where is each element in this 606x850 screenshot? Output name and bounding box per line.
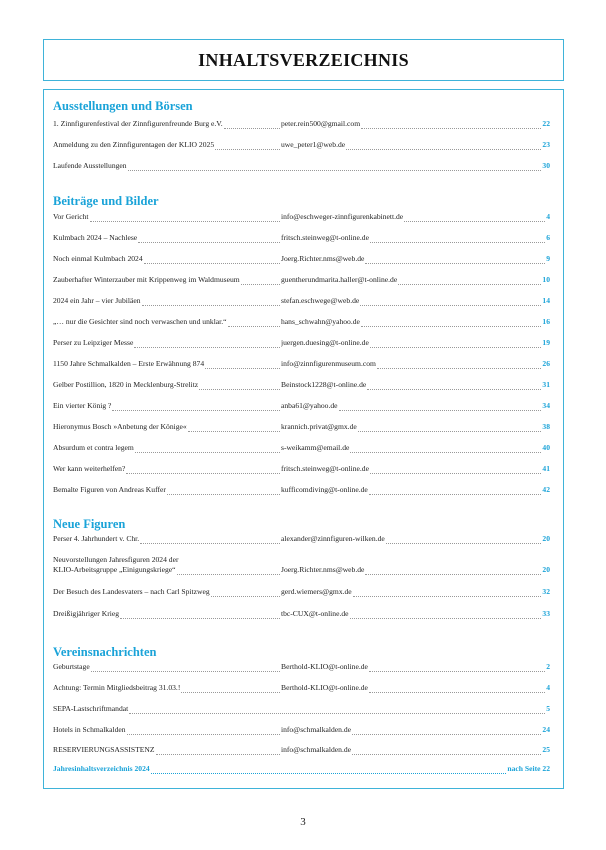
entry-title: Kulmbach 2024 – Nachlese — [53, 233, 138, 242]
entry-contact: info@eschweger-zinnfigurenkabinett.de — [281, 212, 404, 221]
entry-title: Perser 4. Jahrhundert v. Chr. — [53, 534, 140, 543]
entry-contact: Beinstock1228@t-online.de — [281, 380, 367, 389]
entry-title: Geburtstage — [53, 662, 90, 671]
entry-page: 25 — [542, 745, 550, 754]
entry-page: 34 — [542, 401, 550, 410]
entry-contact: Berthold-KLIO@t-online.de — [281, 683, 368, 692]
entry-contact: info@zinnfigurenmuseum.com — [281, 359, 376, 368]
toc-entry[interactable] — [53, 233, 550, 243]
entry-page: 30 — [542, 161, 550, 170]
entry-contact: s-weikamm@email.de — [281, 443, 350, 452]
section-neue-figuren — [53, 517, 550, 618]
entry-title: Ein vierter König ? — [53, 401, 112, 410]
toc-entry[interactable] — [53, 704, 550, 714]
entry-title: Achtung: Termin Mitgliedsbeitrag 31.03.! — [53, 683, 181, 692]
entry-page: 22 — [542, 119, 550, 128]
entry-title: Noch einmal Kulmbach 2024 — [53, 254, 143, 263]
toc-entry[interactable] — [53, 662, 550, 672]
entry-contact: stefan.eschwege@web.de — [281, 296, 360, 305]
entry-page: 10 — [542, 275, 550, 284]
toc-entry[interactable] — [53, 161, 550, 171]
toc-entry[interactable] — [53, 401, 550, 411]
entry-page: 2 — [546, 662, 550, 671]
entry-page: 9 — [546, 254, 550, 263]
toc-entry[interactable] — [53, 485, 550, 495]
entry-title: Anmeldung zu den Zinnfigurentagen der KLIO 2025 — [53, 140, 215, 149]
entry-contact: alexander@zinnfiguren-wilken.de — [281, 534, 385, 543]
entry-page: 5 — [546, 704, 550, 713]
entry-page: 41 — [542, 464, 550, 473]
page-title: INHALTSVERZEICHNIS — [198, 49, 409, 70]
entry-title: Vor Gericht — [53, 212, 89, 221]
title-box — [43, 39, 564, 81]
entry-contact: hans_schwahn@yahoo.de — [281, 317, 360, 326]
entry-title: 2024 ein Jahr – vier Jubiläen — [53, 296, 141, 305]
entry-page: nach Seite 22 — [507, 764, 550, 773]
entry-page: 20 — [542, 565, 550, 574]
entry-title: „… nur die Gesichter sind noch verwaschen und unklar.“ — [53, 317, 227, 326]
toc-entry[interactable] — [53, 275, 550, 285]
entry-page: 32 — [542, 587, 550, 596]
toc-entry[interactable] — [53, 119, 550, 129]
toc-entry[interactable] — [53, 683, 550, 693]
entry-page: 24 — [542, 725, 550, 734]
section-beitraege — [53, 194, 550, 494]
toc-box — [43, 89, 564, 789]
toc-entry[interactable] — [53, 212, 550, 222]
toc-entry[interactable] — [53, 587, 550, 597]
entry-title: Zauberhafter Winterzauber mit Krippenweg im Waldmuseum — [53, 275, 240, 284]
entry-page: 20 — [542, 534, 550, 543]
section-heading: Vereinsnachrichten — [53, 645, 157, 659]
entry-page: 31 — [542, 380, 550, 389]
toc-entry[interactable] — [53, 609, 550, 619]
entry-page: 26 — [542, 359, 550, 368]
entry-page: 19 — [542, 338, 550, 347]
toc-entry[interactable] — [53, 725, 550, 735]
toc-entry[interactable] — [53, 443, 550, 453]
toc-entry[interactable] — [53, 317, 550, 327]
entry-title: Dreißigjähriger Krieg — [53, 609, 119, 618]
entry-contact: anba61@yahoo.de — [281, 401, 338, 410]
toc-entry[interactable] — [53, 140, 550, 150]
section-vereinsnachrichten — [53, 645, 550, 773]
entry-title: Der Besuch des Landesvaters – nach Carl Spitzweg — [53, 587, 210, 596]
entry-title: Gelber Postillion, 1820 in Mecklenburg-Strelitz — [53, 380, 199, 389]
entry-page: 40 — [542, 443, 550, 452]
entry-contact: fritsch.steinweg@t-online.de — [281, 464, 369, 473]
entry-title: 1150 Jahre Schmalkalden – Erste Erwähnung 874 — [53, 359, 205, 368]
toc-entry[interactable] — [53, 745, 550, 755]
entry-title: Jahresinhaltsverzeichnis 2024 — [53, 764, 150, 773]
entry-page: 6 — [546, 233, 550, 242]
entry-contact: Berthold-KLIO@t-online.de — [281, 662, 368, 671]
entry-contact: tbc-CUX@t-online.de — [281, 609, 349, 618]
entry-page: 4 — [546, 683, 550, 692]
entry-contact: info@schmalkalden.de — [281, 745, 352, 754]
toc-entry[interactable] — [53, 422, 550, 432]
entry-page: 14 — [542, 296, 550, 305]
toc-entry[interactable] — [53, 338, 550, 348]
toc-entry[interactable] — [53, 555, 550, 575]
entry-title: 1. Zinnfigurenfestival der Zinnfigurenfreunde Burg e.V. — [53, 119, 223, 128]
entry-title: Laufende Ausstellungen — [53, 161, 127, 170]
toc-entry[interactable] — [53, 380, 550, 390]
entry-title: Bemalte Figuren von Andreas Kuffer — [53, 485, 166, 494]
entry-page: 16 — [542, 317, 550, 326]
entry-contact: info@schmalkalden.de — [281, 725, 352, 734]
section-heading: Beiträge und Bilder — [53, 194, 159, 208]
entry-title: Hieronymus Bosch »Anbetung der Könige« — [53, 422, 187, 431]
entry-contact: gerd.wiemers@gmx.de — [281, 587, 352, 596]
entry-title: SEPA-Lastschriftmandat — [53, 704, 129, 713]
entry-page: 4 — [546, 212, 550, 221]
toc-entry[interactable] — [53, 359, 550, 369]
toc-entry-jahresinhaltsverzeichnis[interactable] — [53, 764, 550, 774]
entry-page: 38 — [542, 422, 550, 431]
entry-contact: juergen.duesing@t-online.de — [281, 338, 369, 347]
entry-contact: uwe_peter1@web.de — [281, 140, 346, 149]
section-heading: Neue Figuren — [53, 517, 126, 531]
entry-title: Absurdum et contra legem — [53, 443, 134, 452]
entry-page: 23 — [542, 140, 550, 149]
entry-contact: peter.rein500@gmail.com — [281, 119, 361, 128]
entry-page: 33 — [542, 609, 550, 618]
entry-title-line2: KLIO-Arbeitsgruppe „Einigungskriege“ — [53, 565, 176, 574]
toc-entry[interactable] — [53, 464, 550, 474]
entry-title: Wer kann weiterhelfen? — [53, 464, 126, 473]
toc-entry[interactable] — [53, 296, 550, 306]
entry-contact: Joerg.Richter.nms@web.de — [281, 254, 365, 263]
entry-contact: kufficomdiving@t-online.de — [281, 485, 368, 494]
toc-entry[interactable] — [53, 534, 550, 544]
entry-title: RESERVIERUNGSASSISTENZ — [53, 745, 155, 754]
toc-entry[interactable] — [53, 254, 550, 264]
entry-page: 42 — [542, 485, 550, 494]
entry-title: Hotels in Schmalkalden — [53, 725, 126, 734]
page-number: 3 — [300, 816, 306, 828]
entry-contact: krannich.privat@gmx.de — [281, 422, 357, 431]
section-ausstellungen — [53, 99, 550, 170]
entry-title: Perser zu Leipziger Messe — [53, 338, 134, 347]
entry-contact: guentherundmarita.haller@t-online.de — [281, 275, 398, 284]
entry-contact: fritsch.steinweg@t-online.de — [281, 233, 369, 242]
entry-title: Neuvorstellungen Jahresfiguren 2024 der — [53, 555, 179, 564]
section-heading: Ausstellungen und Börsen — [53, 99, 193, 113]
entry-contact: Joerg.Richter.nms@web.de — [281, 565, 365, 574]
